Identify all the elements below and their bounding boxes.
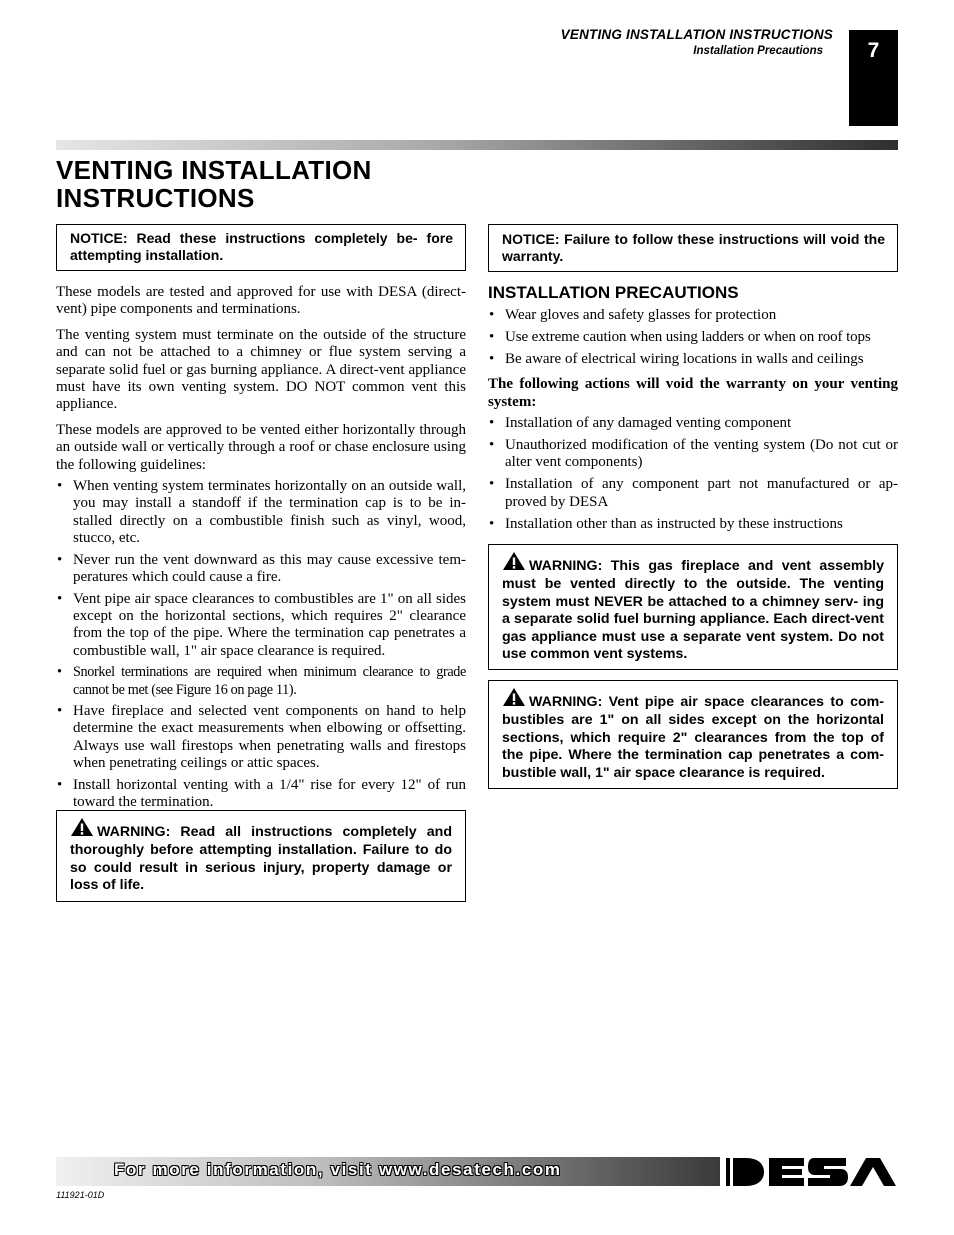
list-item: • Vent pipe air space clearances to combustibles are 1" on all sides except on the horizontal sections, which requires 2" clearance from the top of the pipe. Where the termination cap penetrates a combustible wall, 1" air space clearance is required.: [57, 590, 466, 659]
list-item: • When venting system terminates horizontally on an outside wall, you may install a standoff if the termination cap is to be in- stalled directly on a combustible finish such as vinyl, wood, stucco, etc.: [57, 478, 466, 547]
section-heading-installation-precautions: INSTALLATION PRECAUTIONS: [488, 283, 739, 302]
list-item-text: When venting system terminates horizontally on an outside wall, you may install a standoff if the termination cap is to be in- stalled directly on a combustible finish such as vinyl, wood, stucco, etc.: [73, 478, 466, 547]
document-number: 111921-01D: [56, 1190, 105, 1200]
list-item-text: Use extreme caution when using ladders or when on roof tops: [505, 328, 871, 345]
list-item-text: Install horizontal venting with a 1/4" rise for every 12" of run toward the termination.: [73, 776, 466, 810]
list-item: • Install horizontal venting with a 1/4" rise for every 12" of run toward the termination.: [57, 776, 466, 810]
page-title: [56, 156, 372, 212]
warning-triangle-icon: [70, 817, 94, 842]
warning-box-read-all: [56, 810, 466, 902]
list-item: • Snorkel terminations are required when minimum clearance to grade cannot be met (see Figure 16 on page 11).: [57, 664, 466, 698]
list-item: • Unauthorized modification of the venting system (Do not cut or alter vent components): [489, 436, 898, 471]
guidelines-list: [56, 478, 466, 811]
void-warranty-list: [488, 415, 898, 533]
warning-text: WARNING: This gas fireplace and vent assembly must be vented directly to the outside. The venting system must NEVER be attached to a chimney serv- ing a separate solid fuel burning appliance. Each direct-vent gas appliance must use a separate vent system. Do not use common vent systems.: [502, 558, 884, 663]
paragraph-guidelines-intro: These models are approved to be vented either horizontally through an outside wall or vertically through a roof or chase enclosure using the following guidelines:: [56, 421, 466, 473]
list-item-text: Installation of any damaged venting component: [505, 415, 792, 432]
footer-website-text: For more information, visit www.desatech.com: [114, 1160, 562, 1179]
notice-text: NOTICE: Failure to follow these instructions will void the warranty.: [502, 231, 885, 264]
left-column: [56, 224, 466, 811]
list-item-text: Be aware of electrical wiring locations in walls and ceilings: [505, 350, 864, 367]
notice-box-warranty: [488, 224, 898, 272]
list-item: • Wear gloves and safety glasses for protection: [489, 307, 777, 323]
list-item: • Installation of any component part not manufactured or ap- proved by DESA: [489, 476, 898, 510]
notice-text: NOTICE: Read these instructions completely be- fore attempting installation.: [70, 230, 453, 263]
list-item: • Installation of any damaged venting component: [489, 415, 792, 432]
warning-text: WARNING: Vent pipe air space clearances to com- bustibles are 1" on all sides except on the horizontal sections, which require 2" clearances from the top of the pipe. Where the termination cap penetrates a com- bustible wall, 1" air space clearance is required.: [502, 694, 884, 781]
notice-box-read-instructions: [56, 224, 466, 271]
header-title: VENTING INSTALLATION INSTRUCTIONS: [560, 27, 833, 42]
paragraph-approval: These models are tested and approved for use with DESA (direct-vent) pipe components and terminations.: [56, 284, 466, 318]
list-item-text: Installation of any component part not manufactured or ap- proved by DESA: [505, 476, 898, 510]
warning-text: WARNING: Read all instructions completely and thoroughly before attempting installation. Failure to do so could result in serious injury, property damage or loss of life.: [70, 824, 452, 894]
header-gradient-bar: [56, 140, 898, 150]
list-item-text: Have fireplace and selected vent components on hand to help determine the exact measurements when elbowing or offsetting. Always use wall firestops when penetrating walls and firestops when penetrating ceilings or attic spaces.: [73, 702, 466, 772]
list-item: • Never run the vent downward as this may cause excessive tem- peratures which could cause a fire.: [57, 551, 466, 586]
header-subtitle: Installation Precautions: [693, 45, 823, 57]
warning-box-clearances: [488, 680, 898, 789]
list-item: • Use extreme caution when using ladders or when on roof tops: [489, 328, 871, 345]
list-item: • Have fireplace and selected vent components on hand to help determine the exact measurements when elbowing or offsetting. Always use wall firestops when penetrating walls and firestops when penetrating ceilings or attic spaces.: [57, 702, 466, 772]
list-item: • Be aware of electrical wiring locations in walls and ceilings: [489, 350, 864, 367]
warning-triangle-icon: [502, 687, 526, 712]
void-warranty-intro: The following actions will void the warranty on your venting system:: [488, 376, 898, 410]
right-column: [488, 224, 898, 533]
list-item: • Installation other than as instructed by these instructions: [489, 515, 843, 532]
page-title-line2: INSTRUCTIONS: [56, 183, 255, 213]
warning-box-vent-outside: [488, 544, 898, 670]
paragraph-termination: The venting system must terminate on the outside of the structure and can not be attached to a chimney or flue system serving a separate solid fuel or gas burning appliance. A direct-vent appliance must have its own venting system. DO NOT common vent this appliance.: [56, 326, 466, 413]
warning-triangle-icon: [502, 551, 526, 576]
list-item-text: Wear gloves and safety glasses for protection: [505, 307, 777, 323]
precautions-list: [488, 307, 898, 368]
page-number: 7: [849, 30, 898, 126]
desa-logo: [724, 1156, 898, 1188]
list-item-text: Vent pipe air space clearances to combustibles are 1" on all sides except on the horizontal sections, which requires 2" clearance from the top of the pipe. Where the termination cap penetrates a combustible wall, 1" air space clearance is required.: [73, 590, 466, 659]
list-item-text: Unauthorized modification of the venting system (Do not cut or alter vent components): [505, 436, 898, 471]
list-item-text: Snorkel terminations are required when minimum clearance to grade cannot be met (see Figure 16 on page 11).: [73, 664, 466, 698]
list-item-text: Never run the vent downward as this may cause excessive tem- peratures which could cause a fire.: [73, 551, 466, 586]
page-title-line1: VENTING INSTALLATION: [56, 155, 372, 185]
list-item-text: Installation other than as instructed by these instructions: [505, 515, 843, 532]
